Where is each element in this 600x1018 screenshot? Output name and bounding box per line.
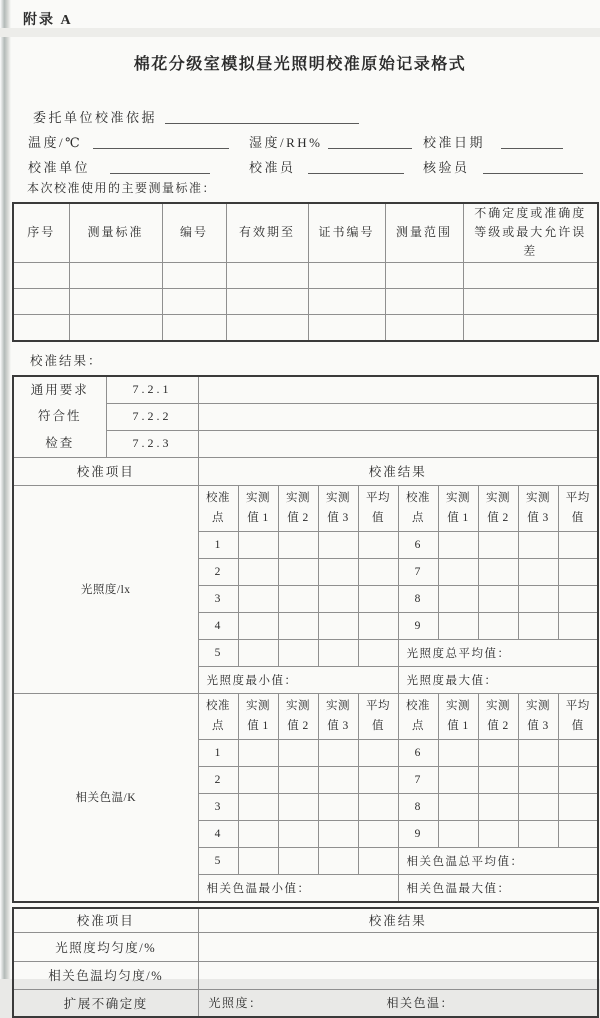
empty-cell xyxy=(358,612,398,639)
empty-cell xyxy=(438,820,478,847)
col-header-measured-2: 实测 值 2 xyxy=(478,693,518,739)
col-header-point: 校准 点 xyxy=(198,485,238,531)
cct-subheader-row xyxy=(13,693,598,739)
empty-cell xyxy=(238,820,278,847)
empty-cell xyxy=(438,739,478,766)
col-header-measured-2: 实测 值 2 xyxy=(278,693,318,739)
empty-cell xyxy=(438,558,478,585)
entrust-basis-line xyxy=(0,104,600,129)
cct-total-average-label: 相关色温总平均值： xyxy=(398,847,598,874)
form-header-fields xyxy=(0,104,600,197)
appendix-label: 附录 A xyxy=(23,13,73,28)
col-header-measured-3: 实测 值 3 xyxy=(518,485,558,531)
entrust-basis-label: 委托单位校准依据 xyxy=(33,110,158,125)
empty-cell xyxy=(478,558,518,585)
col-header-measured-3: 实测 值 3 xyxy=(518,693,558,739)
col-header-number: 编号 xyxy=(162,203,226,262)
point-number: 9 xyxy=(398,820,438,847)
empty-cell xyxy=(318,585,358,612)
empty-cell xyxy=(478,585,518,612)
empty-cell xyxy=(358,531,398,558)
verifier-blank xyxy=(483,173,583,174)
empty-cell xyxy=(518,793,558,820)
empty-cell xyxy=(385,262,463,288)
empty-cell xyxy=(318,766,358,793)
personnel-line xyxy=(0,154,600,179)
entrust-basis-blank xyxy=(165,123,359,124)
empty-cell xyxy=(463,288,598,314)
calibration-org-label: 校准单位 xyxy=(28,160,91,175)
point-number: 8 xyxy=(398,585,438,612)
empty-cell xyxy=(308,314,385,341)
compliance-row xyxy=(13,376,598,404)
col-header-range: 测量范围 xyxy=(385,203,463,262)
standards-empty-row xyxy=(13,262,598,288)
empty-cell xyxy=(308,262,385,288)
empty-cell xyxy=(518,612,558,639)
point-number: 7 xyxy=(398,766,438,793)
empty-cell xyxy=(318,612,358,639)
empty-cell xyxy=(518,820,558,847)
standards-empty-row xyxy=(13,288,598,314)
empty-cell xyxy=(438,531,478,558)
cct-uniformity-label: 相关色温均匀度/% xyxy=(13,961,198,989)
empty-cell xyxy=(478,739,518,766)
empty-cell xyxy=(308,288,385,314)
empty-cell xyxy=(278,820,318,847)
empty-cell xyxy=(238,639,278,666)
calibration-org-blank xyxy=(110,173,210,174)
point-number: 4 xyxy=(198,612,238,639)
col-header-measured-2: 实测 值 2 xyxy=(478,485,518,531)
point-number: 2 xyxy=(198,766,238,793)
empty-cell xyxy=(438,766,478,793)
empty-cell xyxy=(238,531,278,558)
empty-cell xyxy=(438,585,478,612)
empty-cell xyxy=(558,585,598,612)
empty-cell xyxy=(358,820,398,847)
empty-cell xyxy=(226,262,308,288)
empty-cell xyxy=(385,288,463,314)
col-header-measured-1: 实测 值 1 xyxy=(438,693,478,739)
empty-cell xyxy=(358,847,398,874)
project-header: 校准项目 xyxy=(13,457,198,485)
temperature-label: 温度/℃ xyxy=(28,135,83,150)
standards-empty-row xyxy=(13,314,598,341)
uncertainty-values-cell xyxy=(198,989,598,1017)
clause-number: 7.2.1 xyxy=(106,376,198,404)
col-header-measured-2: 实测 值 2 xyxy=(278,485,318,531)
point-number: 8 xyxy=(398,793,438,820)
empty-cell xyxy=(558,612,598,639)
empty-cell xyxy=(238,766,278,793)
clause-number: 7.2.3 xyxy=(106,430,198,457)
calibrator-label: 校准员 xyxy=(249,160,296,175)
empty-cell xyxy=(69,314,162,341)
empty-cell xyxy=(438,793,478,820)
illuminance-total-average-label: 光照度总平均值： xyxy=(398,639,598,666)
point-number: 1 xyxy=(198,739,238,766)
empty-cell xyxy=(278,558,318,585)
empty-cell xyxy=(278,847,318,874)
standards-note: 本次校准使用的主要测量标准： xyxy=(27,181,217,195)
point-number: 4 xyxy=(198,820,238,847)
col-header-measured-3: 实测 值 3 xyxy=(318,485,358,531)
standards-table xyxy=(12,202,599,342)
compliance-result-cell xyxy=(198,430,598,457)
empty-cell xyxy=(518,558,558,585)
empty-cell xyxy=(13,288,69,314)
col-header-certificate: 证书编号 xyxy=(308,203,385,262)
empty-cell xyxy=(558,558,598,585)
empty-cell xyxy=(13,262,69,288)
empty-cell xyxy=(238,739,278,766)
empty-cell xyxy=(478,766,518,793)
standards-note-line xyxy=(0,179,600,197)
point-number: 3 xyxy=(198,793,238,820)
humidity-blank xyxy=(328,148,412,149)
point-number: 6 xyxy=(398,531,438,558)
col-header-point: 校准 点 xyxy=(198,693,238,739)
calibrator-blank xyxy=(308,173,404,174)
col-header-measured-1: 实测 值 1 xyxy=(238,485,278,531)
illuminance-uniformity-row xyxy=(13,932,598,961)
compliance-result-cell xyxy=(198,403,598,430)
empty-cell xyxy=(558,820,598,847)
illuminance-max-label: 光照度最大值： xyxy=(398,666,598,693)
summary-header-row xyxy=(13,908,598,933)
empty-cell xyxy=(358,558,398,585)
empty-cell xyxy=(463,262,598,288)
empty-cell xyxy=(318,558,358,585)
col-header-valid-until: 有效期至 xyxy=(226,203,308,262)
cct-max-label: 相关色温最大值： xyxy=(398,874,598,902)
point-number: 2 xyxy=(198,558,238,585)
empty-cell xyxy=(318,531,358,558)
empty-cell xyxy=(478,612,518,639)
empty-cell xyxy=(518,585,558,612)
empty-cell xyxy=(478,531,518,558)
empty-cell xyxy=(518,531,558,558)
standards-header-row xyxy=(13,203,598,262)
empty-cell xyxy=(278,739,318,766)
illuminance-subheader-row xyxy=(13,485,598,531)
empty-cell xyxy=(318,639,358,666)
empty-cell xyxy=(358,793,398,820)
calibration-result-label: 校准结果： xyxy=(30,353,103,368)
result-header: 校准结果 xyxy=(198,908,598,933)
empty-cell xyxy=(358,585,398,612)
calibration-date-blank xyxy=(501,148,563,149)
col-header-measured-1: 实测 值 1 xyxy=(238,693,278,739)
empty-cell xyxy=(558,766,598,793)
environment-line xyxy=(0,129,600,154)
empty-cell xyxy=(13,314,69,341)
calibration-grid-table xyxy=(12,375,599,903)
grid-header-row xyxy=(13,457,598,485)
col-header-measured-3: 实测 值 3 xyxy=(318,693,358,739)
point-number: 6 xyxy=(398,739,438,766)
illuminance-section-label: 光照度/lx xyxy=(13,485,198,693)
empty-cell xyxy=(318,847,358,874)
empty-cell xyxy=(278,612,318,639)
empty-cell xyxy=(318,739,358,766)
project-header: 校准项目 xyxy=(13,908,198,933)
empty-cell xyxy=(238,585,278,612)
empty-cell xyxy=(438,612,478,639)
empty-cell xyxy=(278,639,318,666)
empty-cell xyxy=(278,585,318,612)
illuminance-uniformity-label: 光照度均匀度/% xyxy=(13,932,198,961)
empty-cell xyxy=(278,531,318,558)
empty-cell xyxy=(198,932,598,961)
cct-section-label: 相关色温/K xyxy=(13,693,198,902)
empty-cell xyxy=(278,766,318,793)
empty-cell xyxy=(518,739,558,766)
empty-cell xyxy=(358,766,398,793)
verifier-label: 核验员 xyxy=(423,160,470,175)
empty-cell xyxy=(226,288,308,314)
col-header-average: 平均 值 xyxy=(358,485,398,531)
empty-cell xyxy=(162,288,226,314)
cct-min-label: 相关色温最小值： xyxy=(198,874,398,902)
point-number: 5 xyxy=(198,847,238,874)
cct-uniformity-row xyxy=(13,961,598,989)
result-header: 校准结果 xyxy=(198,457,598,485)
clause-number: 7.2.2 xyxy=(106,403,198,430)
compliance-result-cell xyxy=(198,376,598,404)
empty-cell xyxy=(558,793,598,820)
point-number: 3 xyxy=(198,585,238,612)
empty-cell xyxy=(463,314,598,341)
col-header-standard: 测量标准 xyxy=(69,203,162,262)
expanded-uncertainty-row xyxy=(13,989,598,1017)
point-number: 7 xyxy=(398,558,438,585)
expanded-uncertainty-label: 扩展不确定度 xyxy=(13,989,198,1017)
empty-cell xyxy=(238,612,278,639)
col-header-average: 平均 值 xyxy=(558,485,598,531)
empty-cell xyxy=(198,961,598,989)
calibration-date-label: 校准日期 xyxy=(423,135,486,150)
empty-cell xyxy=(478,793,518,820)
empty-cell xyxy=(358,639,398,666)
empty-cell xyxy=(318,820,358,847)
empty-cell xyxy=(518,766,558,793)
empty-cell xyxy=(385,314,463,341)
uncertainty-illuminance-label: 光照度： xyxy=(208,996,263,1011)
col-header-measured-1: 实测 值 1 xyxy=(438,485,478,531)
col-header-point: 校准 点 xyxy=(398,693,438,739)
summary-table xyxy=(12,907,599,1018)
empty-cell xyxy=(238,558,278,585)
empty-cell xyxy=(558,739,598,766)
illuminance-min-label: 光照度最小值： xyxy=(198,666,398,693)
empty-cell xyxy=(558,531,598,558)
empty-cell xyxy=(162,314,226,341)
col-header-point: 校准 点 xyxy=(398,485,438,531)
humidity-label: 湿度/RH% xyxy=(249,135,323,150)
temperature-blank xyxy=(93,148,229,149)
empty-cell xyxy=(478,820,518,847)
point-number: 1 xyxy=(198,531,238,558)
empty-cell xyxy=(69,262,162,288)
col-header-average: 平均 值 xyxy=(558,693,598,739)
empty-cell xyxy=(358,739,398,766)
empty-cell xyxy=(69,288,162,314)
empty-cell xyxy=(278,793,318,820)
compliance-group-label: 通用要求 符合性 检查 xyxy=(13,376,106,458)
uncertainty-cct-label: 相关色温： xyxy=(386,996,455,1011)
page-title: 棉花分级室模拟昼光照明校准原始记录格式 xyxy=(133,56,467,73)
col-header-seq: 序号 xyxy=(13,203,69,262)
empty-cell xyxy=(238,847,278,874)
point-number: 5 xyxy=(198,639,238,666)
col-header-uncertainty: 不确定度或准确度等级或最大允许误差 xyxy=(463,203,598,262)
scan-artifact-band xyxy=(0,28,600,37)
empty-cell xyxy=(162,262,226,288)
col-header-average: 平均 值 xyxy=(358,693,398,739)
empty-cell xyxy=(318,793,358,820)
point-number: 9 xyxy=(398,612,438,639)
empty-cell xyxy=(238,793,278,820)
empty-cell xyxy=(226,314,308,341)
